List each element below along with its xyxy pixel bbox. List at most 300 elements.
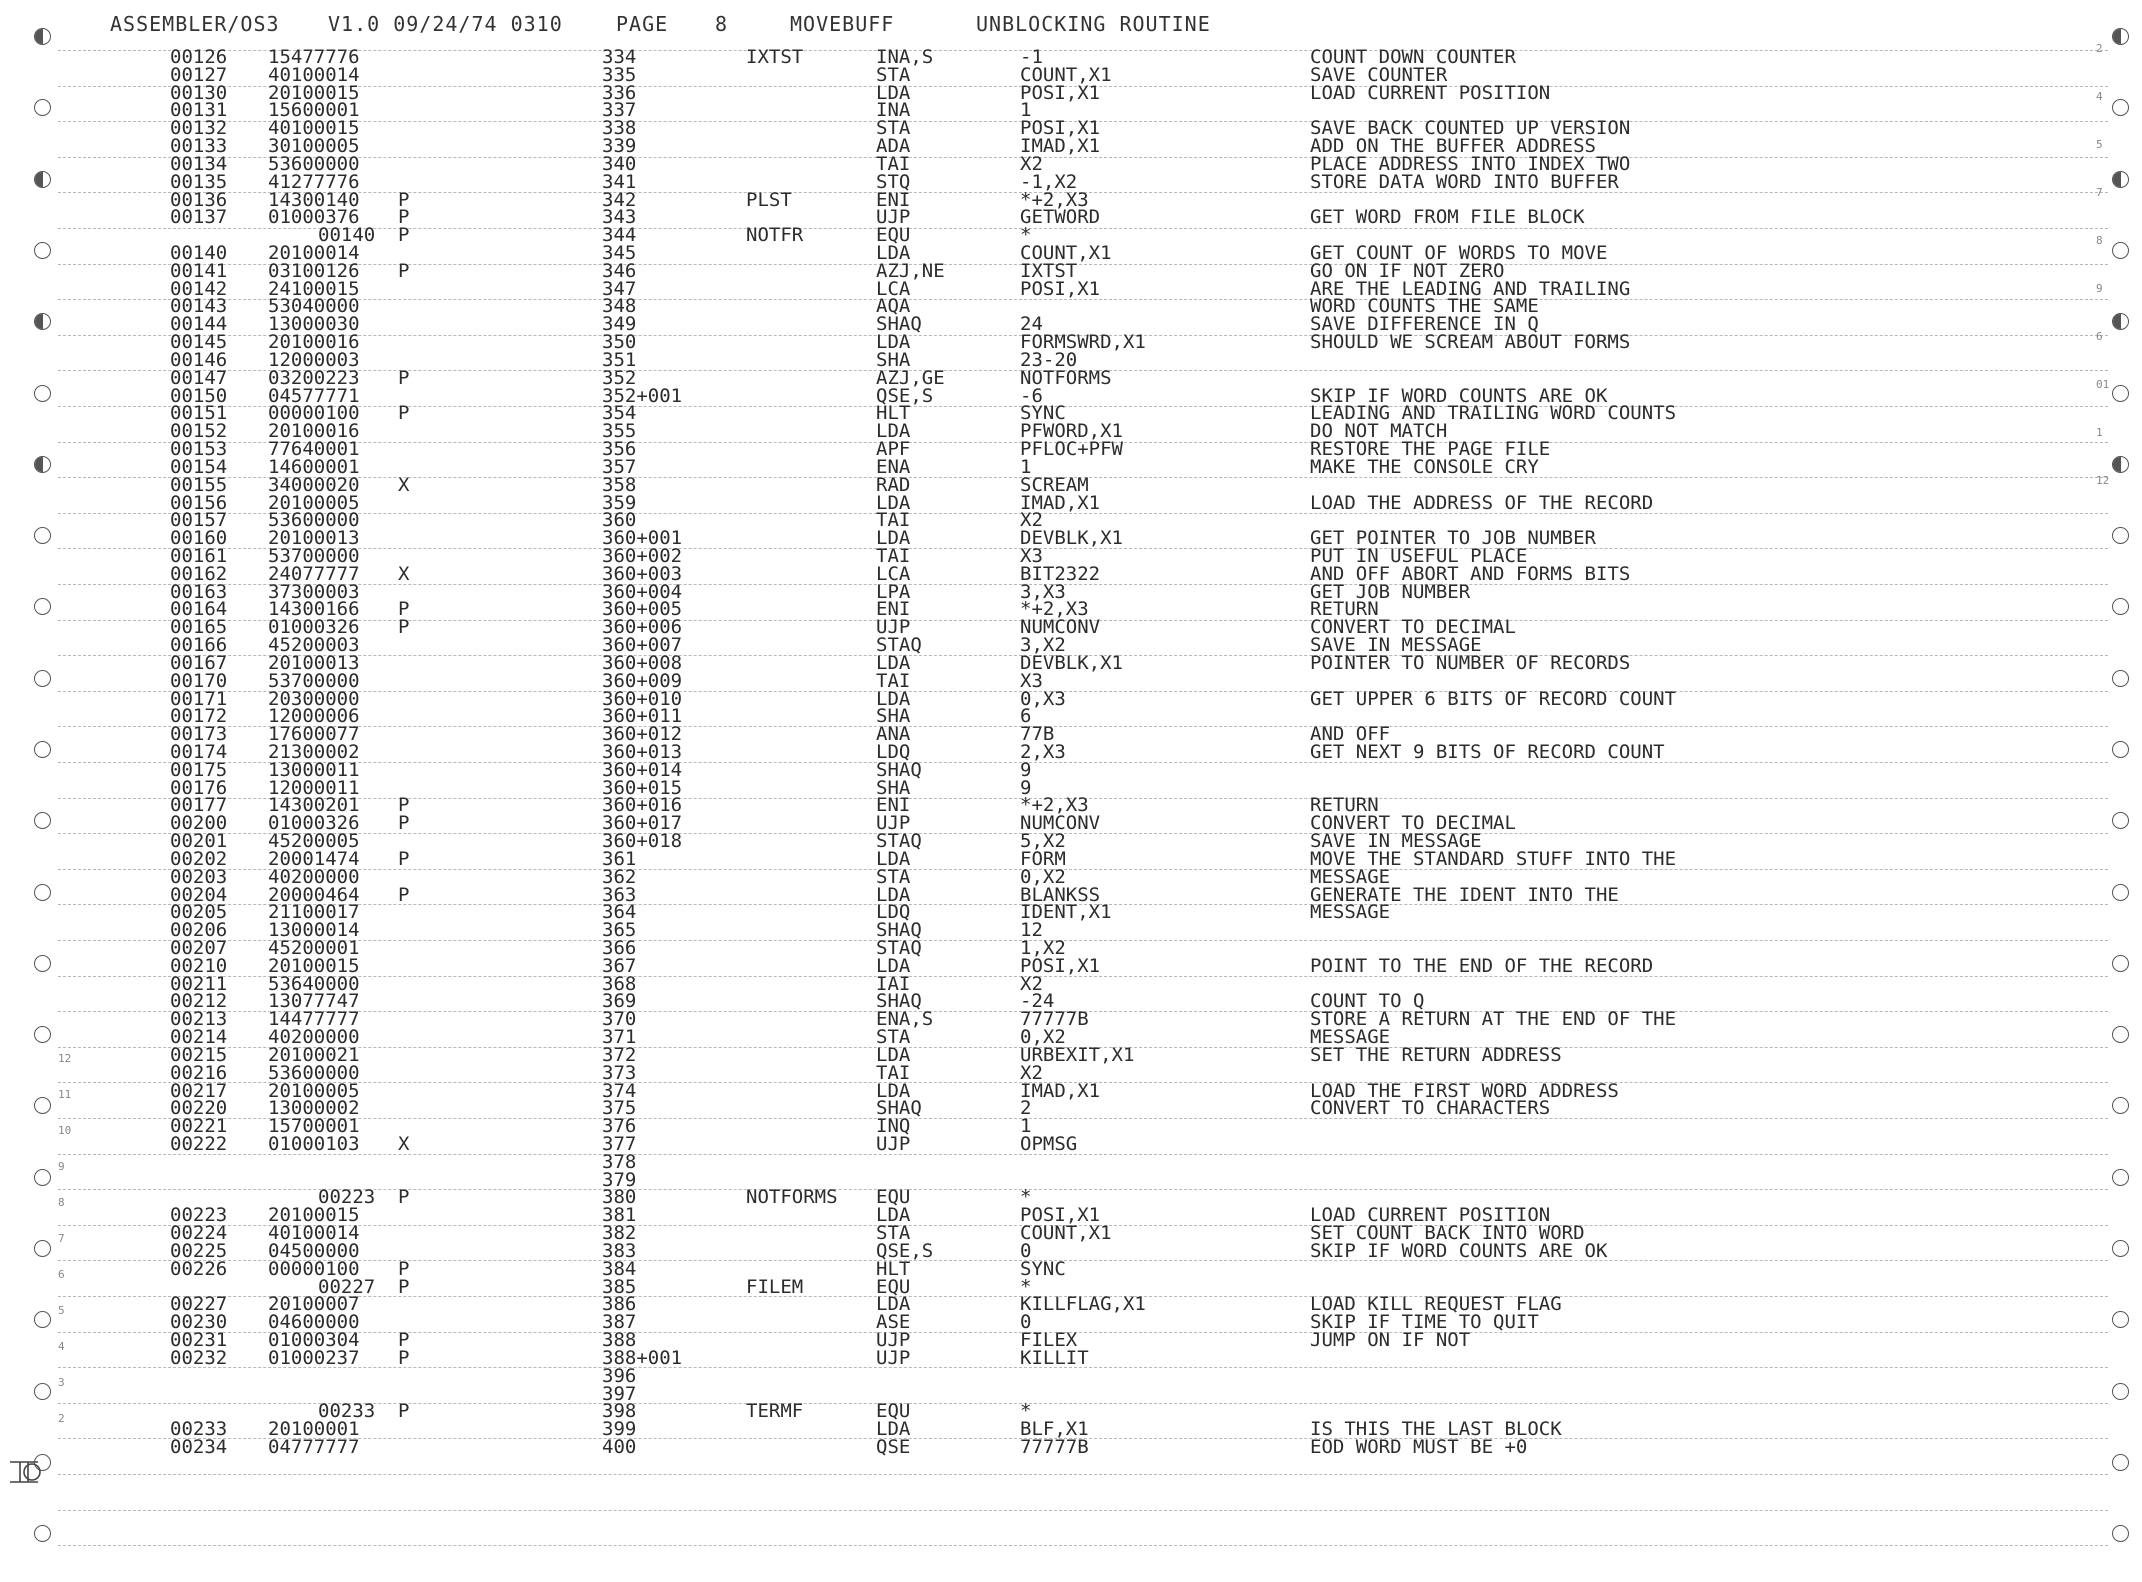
listing-comment: DO NOT MATCH [1310,420,1448,443]
listing-op: ENI [876,598,911,621]
listing-op: HLT [876,1257,911,1280]
listing-rel: P [398,883,410,906]
listing-comment: ADD ON THE BUFFER ADDRESS [1310,135,1596,158]
listing-operand: BLF,X1 [1020,1418,1089,1441]
right-margin-number: 7 [2096,186,2103,199]
feed-hole-icon [2112,28,2129,45]
listing-line: 397 [602,1382,637,1405]
listing-obj: 01000103 [268,1133,360,1156]
listing-loc: 00167 [170,651,228,674]
listing-operand: * [1020,1186,1032,1209]
header-routine: UNBLOCKING ROUTINE [976,12,1211,36]
listing-line: 396 [602,1364,637,1387]
listing-operand: X2 [1020,509,1043,532]
listing-comment: POINT TO THE END OF THE RECORD [1310,954,1654,977]
listing-label: FILEM [746,1275,804,1298]
listing-loc: 00156 [170,491,228,514]
listing-comment: CONVERT TO DECIMAL [1310,616,1516,639]
listing-op: ENI [876,188,911,211]
listing-line: 362 [602,865,637,888]
listing-comment: AND OFF [1310,723,1391,746]
listing-loc: 00126 [170,46,228,68]
listing-op: SHAQ [876,919,922,942]
listing-op: EQU [876,1275,911,1298]
listing-obj: 00227 [318,1275,376,1298]
listing-obj: 01000326 [268,812,360,835]
listing-op: LDA [876,847,911,870]
listing-comment: COUNT TO Q [1310,990,1425,1013]
listing-line: 337 [602,99,637,122]
left-margin-number: 6 [58,1268,65,1281]
listing-label: TERMF [746,1400,804,1423]
listing-obj: 17600077 [268,723,360,746]
listing-operand: -1,X2 [1020,170,1078,193]
listing-line: 346 [602,259,637,282]
listing-comment: GO ON IF NOT ZERO [1310,259,1505,282]
listing-operand: -1 [1020,46,1043,68]
listing-operand: SCREAM [1020,473,1089,496]
listing-comment: GET JOB NUMBER [1310,580,1471,603]
listing-obj: 20100021 [268,1043,360,1066]
listing-operand: 6 [1020,705,1032,728]
listing-line: 383 [602,1239,637,1262]
listing-operand: POSI,X1 [1020,81,1101,104]
listing-operand: 0,X2 [1020,865,1066,888]
listing-obj: 01000304 [268,1329,360,1352]
listing-obj: 40200000 [268,1026,360,1049]
listing-comment: LOAD THE ADDRESS OF THE RECORD [1310,491,1654,514]
listing-loc: 00153 [170,438,228,461]
listing-obj: 24077777 [268,562,360,585]
listing-line: 350 [602,331,637,354]
listing-loc: 00225 [170,1239,228,1262]
listing-op: AQA [876,295,911,318]
listing-obj: 00000100 [268,402,360,425]
listing-operand: 2,X3 [1020,740,1066,763]
listing-line: 360+017 [602,812,683,835]
listing-loc: 00162 [170,562,228,585]
listing-op: HLT [876,402,911,425]
listing-line: 360+015 [602,776,683,799]
listing-loc: 00214 [170,1026,228,1049]
listing-comment: RESTORE THE PAGE FILE [1310,438,1551,461]
listing-comment: MOVE THE STANDARD STUFF INTO THE [1310,847,1677,870]
listing-op: STA [876,117,911,140]
listing-op: ASE [876,1311,911,1334]
listing-line: 351 [602,348,637,371]
listing-comment: GET WORD FROM FILE BLOCK [1310,206,1585,229]
listing-comment: CONVERT TO CHARACTERS [1310,1097,1551,1120]
listing-operand: COUNT,X1 [1020,242,1112,265]
listing-obj: 37300003 [268,580,360,603]
listing-line: 360+001 [602,527,683,550]
listing-rel: P [398,1346,410,1369]
listing-line: 398 [602,1400,637,1423]
listing-line: 360+013 [602,740,683,763]
listing-line: 388 [602,1329,637,1352]
listing-operand: 0,X2 [1020,1026,1066,1049]
listing-op: STQ [876,170,911,193]
listing-obj: 30100005 [268,135,360,158]
listing-line: 360 [602,509,637,532]
listing-line: 400 [602,1435,637,1458]
listing-op: LDA [876,1204,911,1227]
listing-obj: 53600000 [268,509,360,532]
listing-comment: WORD COUNTS THE SAME [1310,295,1539,318]
listing-line: 385 [602,1275,637,1298]
listing-loc: 00174 [170,740,228,763]
listing-op: LDA [876,527,911,550]
right-margin-number: 9 [2096,282,2103,295]
listing-obj: 20001474 [268,847,360,870]
listing-loc: 00202 [170,847,228,870]
listing-rel: P [398,1186,410,1209]
listing-obj: 20100014 [268,242,360,265]
listing-loc: 00231 [170,1329,228,1352]
listing-op: LDA [876,954,911,977]
listing-obj: 01000326 [268,616,360,639]
listing-loc: 00157 [170,509,228,532]
listing-obj: 53700000 [268,544,360,567]
listing-comment: AND OFF ABORT AND FORMS BITS [1310,562,1631,585]
listing-loc: 00176 [170,776,228,799]
listing-comment: LOAD CURRENT POSITION [1310,81,1551,104]
listing-loc: 00232 [170,1346,228,1369]
listing-line: 377 [602,1133,637,1156]
listing-loc: 00151 [170,402,228,425]
listing-op: STAQ [876,634,922,657]
listing-obj: 20100013 [268,527,360,550]
listing-line: 360+008 [602,651,683,674]
listing-line: 382 [602,1222,637,1245]
listing-line: 368 [602,972,637,995]
listing-operand: 3,X3 [1020,580,1066,603]
left-margin-number: 4 [58,1340,65,1353]
listing-op: LDA [876,687,911,710]
listing-op: SHA [876,776,911,799]
listing-obj: 13077747 [268,990,360,1013]
right-margin-number: 1 [2096,426,2103,439]
right-margin-number: 6 [2096,330,2103,343]
listing-obj: 15477776 [268,46,360,68]
listing-obj: 53700000 [268,669,360,692]
listing-rel: P [398,1257,410,1280]
listing-obj: 12000003 [268,348,360,371]
listing-obj: 20100007 [268,1293,360,1316]
listing-operand: BIT2322 [1020,562,1101,585]
listing-comment: POINTER TO NUMBER OF RECORDS [1310,651,1631,674]
listing-line: 339 [602,135,637,158]
listing-operand: X2 [1020,972,1043,995]
listing-comment: STORE A RETURN AT THE END OF THE [1310,1008,1677,1031]
listing-loc: 00127 [170,63,228,86]
listing-operand: POSI,X1 [1020,277,1101,300]
listing-op: LCA [876,562,911,585]
listing-op: IAI [876,972,911,995]
listing-loc: 00140 [170,242,228,265]
listing-loc: 00142 [170,277,228,300]
listing-obj: 40100014 [268,63,360,86]
listing-line: 371 [602,1026,637,1049]
listing-line: 355 [602,420,637,443]
listing-op: INA [876,99,911,122]
listing-rel: P [398,598,410,621]
feed-hole-icon [34,28,51,45]
listing-op: SHAQ [876,313,922,336]
listing-loc: 00207 [170,937,228,959]
listing-operand: OPMSG [1020,1133,1078,1156]
listing-obj: 20000464 [268,883,360,906]
listing-loc: 00227 [170,1293,228,1316]
listing-operand: -24 [1020,990,1055,1013]
listing-rel: P [398,224,410,247]
listing-op: SHAQ [876,758,922,781]
listing-loc: 00222 [170,1133,228,1156]
listing-operand: POSI,X1 [1020,954,1101,977]
listing-operand: 24 [1020,313,1043,336]
listing-line: 399 [602,1418,637,1441]
listing-loc: 00172 [170,705,228,728]
listing-op: STA [876,63,911,86]
listing-op: UJP [876,1329,911,1352]
listing-op: STAQ [876,937,922,959]
listing-loc: 00143 [170,295,228,318]
listing-obj: 13000014 [268,919,360,942]
listing-operand: DEVBLK,X1 [1020,527,1123,550]
listing-operand: KILLIT [1020,1346,1089,1369]
left-margin-number: 12 [58,1052,72,1065]
listing-operand: 0 [1020,1311,1032,1334]
listing-operand: COUNT,X1 [1020,63,1112,86]
listing-operand: 77777B [1020,1008,1089,1031]
listing-loc: 00145 [170,331,228,354]
listing-loc: 00166 [170,634,228,657]
listing-rel: P [398,616,410,639]
listing-comment: LEADING AND TRAILING WORD COUNTS [1310,402,1677,425]
listing-op: RAD [876,473,911,496]
listing-loc: 00132 [170,117,228,140]
listing-obj: 41277776 [268,170,360,193]
listing-line: 360+014 [602,758,683,781]
listing-rel: X [398,562,410,585]
listing-operand: 12 [1020,919,1043,942]
listing-loc: 00137 [170,206,228,229]
listing-row [0,1133,2142,1156]
listing-op: ENI [876,794,911,817]
header-page-label: PAGE [616,12,669,36]
listing-comment: GET POINTER TO JOB NUMBER [1310,527,1596,550]
listing-obj: 20100016 [268,420,360,443]
listing-op: ADA [876,135,911,158]
listing-op: TAI [876,152,911,175]
listing-row [0,1435,2142,1458]
listing-obj: 04600000 [268,1311,360,1334]
listing-loc: 00152 [170,420,228,443]
listing-loc: 00163 [170,580,228,603]
listing-obj: 03100126 [268,259,360,282]
listing-operand: 77B [1020,723,1055,746]
listing-line: 336 [602,81,637,104]
listing-comment: MAKE THE CONSOLE CRY [1310,455,1539,478]
listing-line: 360+009 [602,669,683,692]
listing-loc: 00147 [170,366,228,389]
listing-op: ANA [876,723,911,746]
listing-obj: 20100015 [268,954,360,977]
listing-line: 381 [602,1204,637,1227]
listing-op: QSE,S [876,384,934,407]
listing-rel: P [398,259,410,282]
listing-line: 373 [602,1061,637,1084]
listing-comment: SKIP IF TIME TO QUIT [1310,1311,1539,1334]
listing-obj: 20100016 [268,331,360,354]
listing-rel: X [398,473,410,496]
listing-comment: CONVERT TO DECIMAL [1310,812,1516,835]
listing-operand: NUMCONV [1020,616,1101,639]
listing-obj: 20100015 [268,81,360,104]
listing-op: LDA [876,883,911,906]
listing-line: 376 [602,1115,637,1138]
listing-operand: 1 [1020,455,1032,478]
listing-comment: SKIP IF WORD COUNTS ARE OK [1310,384,1608,407]
listing-loc: 00144 [170,313,228,336]
listing-obj: 14300166 [268,598,360,621]
listing-operand: X2 [1020,152,1043,175]
listing-comment: RETURN [1310,598,1379,621]
listing-operand: 2 [1020,1097,1032,1120]
listing-op: UJP [876,616,911,639]
listing-line: 369 [602,990,637,1013]
listing-operand: IMAD,X1 [1020,491,1101,514]
listing-op: LDA [876,331,911,354]
listing-op: LDA [876,651,911,674]
listing-op: AZJ,GE [876,366,945,389]
listing-line: 344 [602,224,637,247]
form-rule [58,1474,2108,1475]
listing-comment: SET COUNT BACK INTO WORD [1310,1222,1585,1245]
listing-loc: 00164 [170,598,228,621]
left-margin-number: 10 [58,1124,72,1137]
listing-comment: EOD WORD MUST BE +0 [1310,1435,1528,1458]
listing-comment: SKIP IF WORD COUNTS ARE OK [1310,1239,1608,1262]
listing-operand: IDENT,X1 [1020,901,1112,924]
listing-operand: FORMSWRD,X1 [1020,331,1146,354]
listing-obj: 53040000 [268,295,360,318]
listing-obj: 53600000 [268,152,360,175]
listing-line: 341 [602,170,637,193]
right-margin-number: 5 [2096,138,2103,151]
listing-op: LDA [876,420,911,443]
listing-operand: 9 [1020,758,1032,781]
listing-obj: 20300000 [268,687,360,710]
listing-line: 370 [602,1008,637,1031]
listing-comment: SHOULD WE SCREAM ABOUT FORMS [1310,331,1631,354]
listing-op: ENA,S [876,1008,934,1031]
listing-op: STA [876,865,911,888]
bracket-mark-icon [8,1460,48,1484]
listing-line: 356 [602,438,637,461]
listing-comment: MESSAGE [1310,1026,1391,1049]
listing-line: 354 [602,402,637,425]
listing-operand: POSI,X1 [1020,117,1101,140]
listing-row [0,1346,2142,1369]
listing-line: 334 [602,46,637,68]
listing-operand: FORM [1020,847,1066,870]
listing-op: LDA [876,1418,911,1441]
listing-obj: 14600001 [268,455,360,478]
listing-obj: 24100015 [268,277,360,300]
listing-comment: GET COUNT OF WORDS TO MOVE [1310,242,1608,265]
listing-loc: 00154 [170,455,228,478]
listing-rel: P [398,366,410,389]
listing-loc: 00205 [170,901,228,924]
listing-comment: SET THE RETURN ADDRESS [1310,1043,1562,1066]
listing-operand: 1 [1020,99,1032,122]
listing-loc: 00224 [170,1222,228,1245]
listing-obj: 20100013 [268,651,360,674]
listing-loc: 00204 [170,883,228,906]
listing-line: 343 [602,206,637,229]
listing-obj: 00233 [318,1400,376,1423]
listing-operand: FILEX [1020,1329,1078,1352]
listing-op: ENA [876,455,911,478]
listing-line: 357 [602,455,637,478]
listing-line: 347 [602,277,637,300]
listing-comment: COUNT DOWN COUNTER [1310,46,1516,68]
listing-line: 342 [602,188,637,211]
feed-hole-icon [34,1525,51,1542]
listing-line: 361 [602,847,637,870]
listing-loc: 00141 [170,259,228,282]
listing-op: UJP [876,1133,911,1156]
listing-comment: PUT IN USEFUL PLACE [1310,544,1528,567]
listing-obj: 20100001 [268,1418,360,1441]
listing-line: 360+006 [602,616,683,639]
listing-op: STAQ [876,830,922,853]
listing-comment: MESSAGE [1310,865,1391,888]
listing-loc: 00230 [170,1311,228,1334]
listing-rel: P [398,206,410,229]
listing-comment: STORE DATA WORD INTO BUFFER [1310,170,1619,193]
header-module: MOVEBUFF [790,12,895,36]
listing-op: TAI [876,509,911,532]
listing-line: 375 [602,1097,637,1120]
listing-rel: P [398,188,410,211]
listing-obj: 12000011 [268,776,360,799]
left-margin-number: 7 [58,1232,65,1245]
listing-op: LDA [876,491,911,514]
listing-obj: 00140 [318,224,376,247]
listing-op: SHAQ [876,1097,922,1120]
listing-obj: 12000006 [268,705,360,728]
listing-line: 372 [602,1043,637,1066]
listing-comment: SAVE IN MESSAGE [1310,830,1482,853]
listing-op: LCA [876,277,911,300]
listing-operand: POSI,X1 [1020,1204,1101,1227]
listing-op: SHA [876,348,911,371]
listing-loc: 00213 [170,1008,228,1031]
listing-loc: 00200 [170,812,228,835]
listing-operand: *+2,X3 [1020,188,1089,211]
listing-comment: MESSAGE [1310,901,1391,924]
listing-line: 366 [602,937,637,959]
listing-op: EQU [876,1186,911,1209]
left-margin-number: 8 [58,1196,65,1209]
listing-label: NOTFORMS [746,1186,838,1209]
listing-loc: 00135 [170,170,228,193]
listing-loc: 00203 [170,865,228,888]
header-program: ASSEMBLER/OS3 [110,12,280,36]
listing-comment: SAVE DIFFERENCE IN Q [1310,313,1539,336]
